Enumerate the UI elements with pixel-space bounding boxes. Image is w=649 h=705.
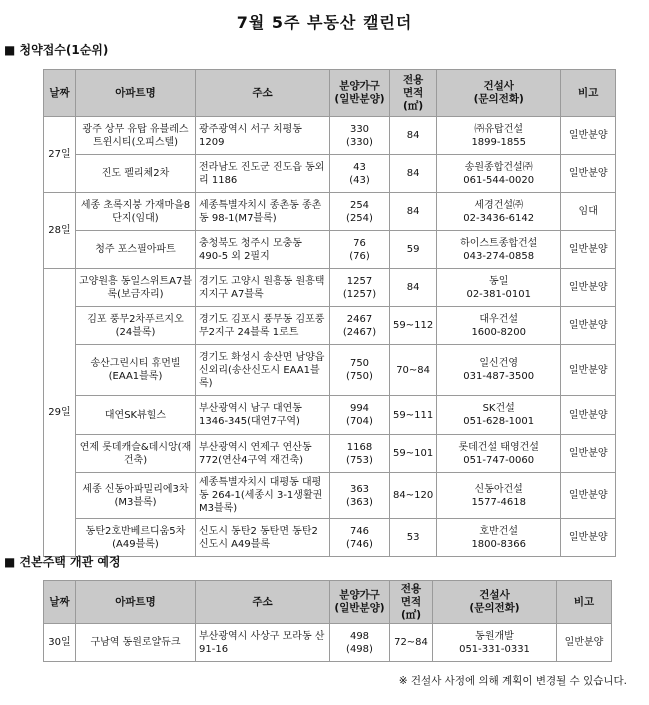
units: 994 (704) — [330, 396, 390, 435]
area: 59~101 — [390, 435, 437, 473]
remarks: 일반분양 — [561, 269, 616, 307]
builder: 하이스트종합건설 043-274-0858 — [437, 231, 561, 269]
address: 광주광역시 서구 치평동 1209 — [196, 117, 330, 155]
area: 59 — [390, 231, 437, 269]
units: 76 (76) — [330, 231, 390, 269]
header-units: 분양가구 (일반분양) — [330, 581, 390, 624]
area: 84 — [390, 193, 437, 231]
remarks: 일반분양 — [561, 396, 616, 435]
page-title: 7월 5주 부동산 캘린더 — [236, 13, 413, 32]
apartment-name: 진도 펠리체2차 — [76, 155, 196, 193]
header-units: 분양가구 (일반분양) — [330, 70, 390, 117]
units: 1257 (1257) — [330, 269, 390, 307]
builder: SK건설 051-628-1001 — [437, 396, 561, 435]
address: 경기도 김포시 풍무동 김포풍무2지구 24블록 1로트 — [196, 307, 330, 345]
table-row — [44, 519, 616, 557]
header-apartment: 아파트명 — [76, 581, 196, 624]
header-builder: 건설사 (문의전화) — [433, 581, 557, 624]
apartment-name: 동탄2호반베르디움5차(A49블록) — [76, 519, 196, 557]
remarks: 일반분양 — [557, 624, 612, 662]
apartment-name: 세종 초록지붕 가재마을8단지(임대) — [76, 193, 196, 231]
remarks: 일반분양 — [561, 117, 616, 155]
apartment-name: 광주 상무 유탑 유블레스 트윈시티(오피스텔) — [76, 117, 196, 155]
units: 2467 (2467) — [330, 307, 390, 345]
header-row — [44, 70, 616, 117]
table-row — [44, 396, 616, 435]
apartment-name: 청주 포스필아파트 — [76, 231, 196, 269]
address: 충청북도 청주시 모충동 490-5 외 2필지 — [196, 231, 330, 269]
model-house-table — [43, 580, 612, 662]
remarks: 임대 — [561, 193, 616, 231]
area: 84 — [390, 117, 437, 155]
header-remarks: 비고 — [561, 70, 616, 117]
table-row — [44, 345, 616, 396]
date-cell: 30일 — [44, 624, 76, 662]
apartment-name: 연제 롯데캐슬&데시앙(재건축) — [76, 435, 196, 473]
area: 53 — [390, 519, 437, 557]
header-builder: 건설사 (문의전화) — [437, 70, 561, 117]
apartment-name: 송산그린시티 휴먼빌(EAA1블록) — [76, 345, 196, 396]
address: 신도시 동탄2 동탄면 동탄2신도시 A49블록 — [196, 519, 330, 557]
header-remarks: 비고 — [557, 581, 612, 624]
area: 84 — [390, 269, 437, 307]
date-cell: 27일 — [44, 117, 76, 193]
header-area: 전용 면적 (㎡) — [390, 581, 433, 624]
apartment-name: 고양원흥 동일스위트A7블록(보금자리) — [76, 269, 196, 307]
area: 72~84 — [390, 624, 433, 662]
date-cell: 28일 — [44, 193, 76, 269]
table-row — [44, 435, 616, 473]
table-row — [44, 307, 616, 345]
section-heading-model-house: ■ 견본주택 개관 예정 — [4, 555, 121, 569]
section-heading-subscription: ■ 청약접수(1순위) — [4, 43, 109, 57]
date-cell: 29일 — [44, 269, 76, 557]
area: 70~84 — [390, 345, 437, 396]
address: 경기도 고양시 원흥동 원흥택지지구 A7블록 — [196, 269, 330, 307]
address: 부산광역시 남구 대연동 1346-345(대연7구역) — [196, 396, 330, 435]
remarks: 일반분양 — [561, 345, 616, 396]
units: 746 (746) — [330, 519, 390, 557]
area: 59~111 — [390, 396, 437, 435]
table-row — [44, 269, 616, 307]
address: 세종특별자치시 대평동 대평동 264-1(세종시 3-1생활권 M3블록) — [196, 473, 330, 519]
units: 750 (750) — [330, 345, 390, 396]
footnote: ※ 건설사 사정에 의해 계획이 변경될 수 있습니다. — [398, 675, 627, 687]
header-row — [44, 581, 612, 624]
address: 전라남도 진도군 진도읍 동외리 1186 — [196, 155, 330, 193]
remarks: 일반분양 — [561, 435, 616, 473]
remarks: 일반분양 — [561, 155, 616, 193]
builder: 송원종합건설㈜ 061-544-0020 — [437, 155, 561, 193]
apartment-name: 김포 풍무2차푸르지오(24블록) — [76, 307, 196, 345]
header-address: 주소 — [196, 581, 330, 624]
apartment-name: 세종 신동아파밀리에3차(M3블록) — [76, 473, 196, 519]
units: 330 (330) — [330, 117, 390, 155]
header-apartment: 아파트명 — [76, 70, 196, 117]
builder: 일신건영 031-487-3500 — [437, 345, 561, 396]
subscription-table — [43, 69, 616, 557]
header-date: 날짜 — [44, 70, 76, 117]
header-date: 날짜 — [44, 581, 76, 624]
remarks: 일반분양 — [561, 231, 616, 269]
builder: 롯데건설 태영건설 051-747-0060 — [437, 435, 561, 473]
address: 부산광역시 사상구 모라동 산91-16 — [196, 624, 330, 662]
builder: 동일 02-381-0101 — [437, 269, 561, 307]
builder: 대우건설 1600-8200 — [437, 307, 561, 345]
units: 43 (43) — [330, 155, 390, 193]
builder: 동원개발 051-331-0331 — [433, 624, 557, 662]
units: 1168 (753) — [330, 435, 390, 473]
area: 84 — [390, 155, 437, 193]
address: 세종특별자치시 종촌동 종촌동 98-1(M7블록) — [196, 193, 330, 231]
units: 363 (363) — [330, 473, 390, 519]
area: 59~112 — [390, 307, 437, 345]
remarks: 일반분양 — [561, 307, 616, 345]
builder: ㈜유탑건설 1899-1855 — [437, 117, 561, 155]
header-area: 전용 면적 (㎡) — [390, 70, 437, 117]
units: 498 (498) — [330, 624, 390, 662]
table-row — [44, 155, 616, 193]
area: 84~120 — [390, 473, 437, 519]
apartment-name: 구남역 동원로얄듀크 — [76, 624, 196, 662]
address: 경기도 화성시 송산면 남양읍 신외리(송산신도시 EAA1블록) — [196, 345, 330, 396]
header-address: 주소 — [196, 70, 330, 117]
builder: 신동아건설 1577-4618 — [437, 473, 561, 519]
remarks: 일반분양 — [561, 473, 616, 519]
table-row — [44, 193, 616, 231]
builder: 호반건설 1800-8366 — [437, 519, 561, 557]
remarks: 일반분양 — [561, 519, 616, 557]
units: 254 (254) — [330, 193, 390, 231]
apartment-name: 대연SK뷰힐스 — [76, 396, 196, 435]
table-row — [44, 473, 616, 519]
table-row — [44, 624, 612, 662]
address: 부산광역시 연제구 연산동 772(연산4구역 재건축) — [196, 435, 330, 473]
builder: 세경건설㈜ 02-3436-6142 — [437, 193, 561, 231]
table-row — [44, 117, 616, 155]
table-row — [44, 231, 616, 269]
